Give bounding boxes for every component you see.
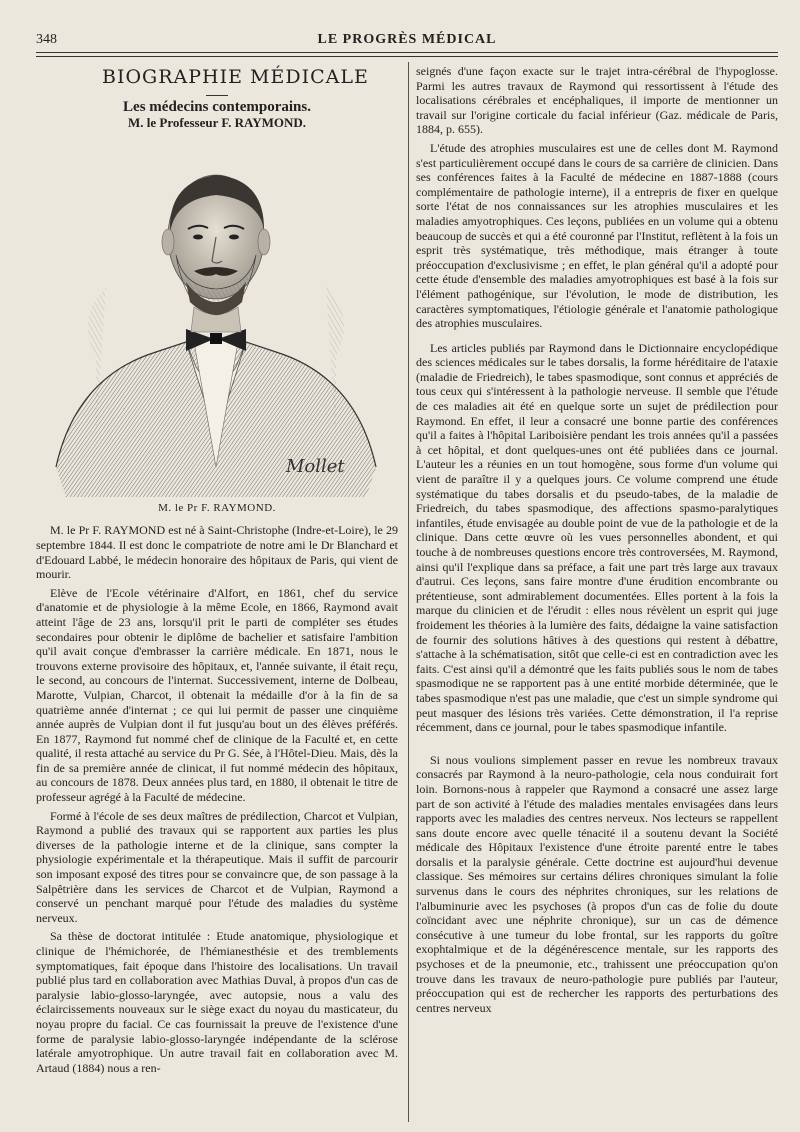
article-paragraph: L'étude des atrophies musculaires est une de celles dont M. Raymond s'est particulièrement occupé dans le cours de sa carrière de clinicien. Dans ses conférences faites à la Faculté de médecine en 1887-1888 (cours complémentaire de pathologie interne), il a entrepris de fixer en quelque sorte l'état de nos connaissances sur les atrophies musculaires et les maladies amyotrophiques. Ces leçons, publiées en un volume qui a obtenu beaucoup de succès et qui a été couronné par l'Institut, reflètent à la fois un esprit très systématique, très méthodique, mais étranger à toute préoccupation d'exclusivisme ; en effet, le plan général qu'il a adopté pour cette étude d'ensemble des maladies amyotrophiques est basé à la fois sur l'élément pathogénique, sur l'évolution, le mode de distribution, les caractères symptomatiques, l'étiologie générale et l'anatomie pathologique des atrophies musculaires.: [416, 140, 778, 331]
journal-title: LE PROGRÈS MÉDICAL: [317, 32, 497, 47]
article-paragraph: seignés d'une façon exacte sur le trajet intra-cérébral de l'hypoglosse. Parmi les autres travaux de Raymond qui ressortissent à l'étude des localisations cérébrales et encéphaliques, il importe de mentionner un travail sur l'origine corticale du facial inférieur (Gaz. médicale de Paris, 1884, p. 655).: [416, 64, 778, 137]
article-paragraph: Elève de l'Ecole vétérinaire d'Alfort, en 1861, chef du service d'anatomie et de physiologie à la même Ecole, en 1866, Raymond avait atteint l'âge de 23 ans, lorsqu'il prit le parti de compléter ses études secondaires pour obtenir le diplôme de bachelier et satisfaire l'ambition qu'il avait conçue d'embrasser la carrière médicale. En 1871, nous le trouvons externe provisoire des hôpitaux, et, l'année suivante, il était reçu, le second, au concours de l'internat. Successivement, interne de Dolbeau, Marotte, Vulpian, Charcot, il obtenait la médaille d'or à la fin de sa quatrième année d'internat ; ce qui lui permit de passer une cinquième année auprès de Vulpian dont il fut jusqu'au bout un des élèves préférés. En 1877, Raymond fut nommé chef de clinique de la Faculté et, en cette qualité, il resta attaché au service du Pr G. Sée, à l'Hôtel-Dieu. Mais, dès la fin de sa première année de clinicat, il fut nommé médecin des hôpitaux, au concours de 1878. Deux années plus tard, en 1880, il obtenait le titre de professeur agrégé à la Faculté de médecine.: [36, 585, 398, 805]
article-paragraph: Sa thèse de doctorat intitulée : Etude anatomique, physiologique et clinique de l'hémichorée, de l'hémianesthésie et des tremblements symptomatiques, fait époque dans l'histoire des localisations. Un travail publié plus tard en collaboration avec Mathias Duval, à propos d'un cas de paralysie labio-glosso-laryngée, avec autopsie, nous a valu des éclaircissements nouveaux sur le siège exact du noyau du masticateur, du noyau propre du facial. Ce cas fournissait la preuve de l'existence d'une forme de paralysie labio-glosso-laryngée indépendante de la sclérose latérale amyotrophique. Un autre travail fait en collaboration avec M. Artaud (1884) nous a ren-: [36, 929, 398, 1075]
article-paragraph: Si nous voulions simplement passer en revue les nombreux travaux consacrés par Raymond à la neuro-pathologie, cela nous conduirait fort loin. Bornons-nous à rappeler que Raymond a consacré une assez large part de son activité à l'étude des maladies mentales envisagées dans leurs rapports avec les maladies des centres nerveux. Nos lecteurs se rappellent sans doute encore avec quelle ténacité il a soutenu devant la Société médicale des Hôpitaux l'existence d'une étroite parenté entre le tabes dorsalis et la paralysie générale. Cette doctrine est aujourd'hui devenue classique. Ses mémoires sur certains délires chroniques simulant la folie survenus dans le cours des néphrites chroniques, sur les relations de l'albuminurie avec les psychoses (à propos d'un cas de folie du doute coïncidant avec une néphrite chronique), sur un cas de démence consécutive à une tumeur du lobe frontal, sur les rapports du goître exophtalmique et de la dégénérescence mentale, sur les rapports des psychoses et de la pneumonie, etc., trahissent une préoccupation qu'on trouve dans les travaux de neuro-pathologie pure publiés par l'auteur, préoccupation qui est de rechercher les rapports des perturbations des centres nerveux: [416, 752, 778, 1015]
article-byline: M. le Professeur F. RAYMOND.: [127, 115, 306, 131]
page-number: 348: [36, 32, 57, 47]
article-paragraph: Formé à l'école de ses deux maîtres de prédilection, Charcot et Vulpian, Raymond a publié des travaux qui se rapportent aux parties les plus diverses de la pathologie interne et de la clinique, sans compter la physiologie expérimentale et la thérapeutique. Mais il suffit de parcourir son imposant exposé des titres pour se convaincre que, de son passage à la Salpêtrière dans les services de Charcot et de Vulpian, Raymond a conservé un penchant marqué pour l'étude des maladies du système nerveux.: [36, 808, 398, 925]
engraver-signature: Mollet: [286, 455, 345, 477]
header-rule: [36, 52, 778, 53]
left-column: [36, 64, 398, 1075]
header-rule-double: [36, 56, 778, 57]
article-paragraph: M. le Pr F. RAYMOND est né à Saint-Christophe (Indre-et-Loire), le 29 septembre 1844. Il est donc le compatriote de notre ami le Dr Blanchard et d'Edouard Labbé, le médecin honoraire des hôpitaux de Paris, qui vient de mourir.: [36, 523, 398, 582]
article-paragraph: Les articles publiés par Raymond dans le Dictionnaire encyclopédique des sciences médicales sur le tabes dorsalis, la forme héréditaire de l'ataxie (maladie de Friedreich), le tabes spasmodique, sont connus et appréciés de tous ceux qui s'intéressent à la pathologie nerveuse. Il semble que l'étude de ces maladies ait été en quelque sorte un sujet de prédilection pour Raymond. En effet, il leur a consacré une bonne partie des conférences qu'il a faites à l'hôpital Lariboisière pendant les trois années qu'il a passées à cet hôpital, et dont quelques-unes ont été publiées dans ce journal. L'auteur les a réunies en un tout homogène, sous forme d'un volume qui vient de paraître il y a quelques jours. Ce volume comprend une étude systématique du tabes dorsalis et du pseudo-tabes, de la maladie de Friedreich, du tabes spasmodique, des affections spasmo-paralytiques infantiles, étude envisagée au double point de vue de la pathologie et de la clinique. Dans cette œuvre où les vues personnelles abondent, et qui touche à de nombreuses questions encore très controversées, M. Raymond, ainsi qu'il l'explique dans sa préface, a fait une part très large aux travaux d'autrui. Ces leçons, sans faire montre d'une érudition encombrante ou prétentieuse, sont admirablement documentées. Elles portent à la fois la marque du clinicien et de l'érudit : elles nous révèlent un esprit qui juge froidement les théories à la lumière des faits, dédaigne la vaine satisfaction de fournir des solutions hâtives à des questions qui restent à débattre, s'attache à la schématisation, sitôt que celle-ci est en contradiction avec les faits. C'est ainsi qu'il a démontré que les faits publiés sous le nom de tabes spasmodique ne se rapportent pas à une entité morbide déterminée, que le tabes spasmodique n'est pas une maladie, que c'est un simple syndrome qui peut masquer des lésions très variées. Cette démonstration, il l'a reprise récemment, dans ce journal, pour le tabes spasmodique infantile.: [416, 340, 778, 735]
section-title: BIOGRAPHIE MÉDICALE: [102, 66, 369, 88]
article-subtitle: Les médecins contemporains.: [123, 98, 311, 115]
title-rule: [206, 95, 228, 96]
portrait-caption: M. le Pr F. RAYMOND.: [158, 501, 276, 514]
column-divider: [408, 62, 409, 1122]
portrait-engraving: [36, 137, 398, 497]
page-header: [36, 32, 778, 50]
right-column: [416, 64, 778, 1015]
